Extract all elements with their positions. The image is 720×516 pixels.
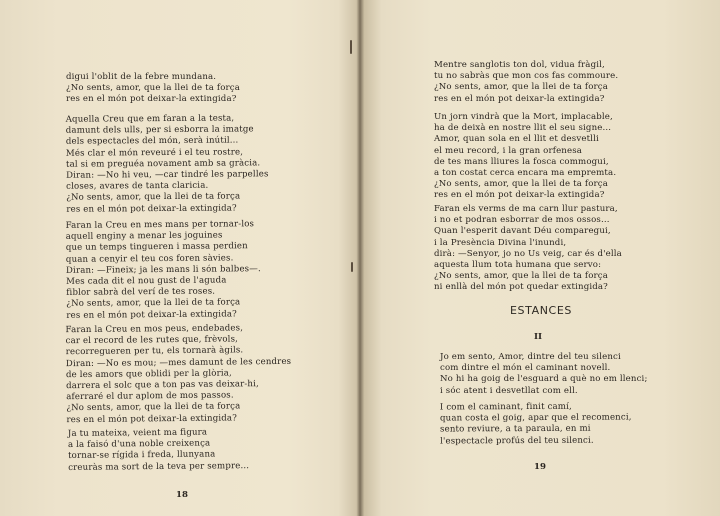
verse-line: darrera el solc que a ton pas vas deixar-hi, xyxy=(66,379,259,392)
verse-line: ni enllà del món pot quedar extingida? xyxy=(434,282,608,293)
verse-line: Diran: —Fineix; ja les mans li són balbes—. xyxy=(65,263,261,276)
stanza xyxy=(66,113,269,215)
verse-line: Un jorn vindrà que la Mort, implacable, xyxy=(434,112,613,122)
stanza xyxy=(440,401,632,447)
verse-line: Faran la Creu en mes mans per tornar-los xyxy=(65,219,255,231)
verse-line: ¿No sents, amor, que la llei de ta força xyxy=(434,82,609,93)
verse-line: de les amors que oblidi per la glòria, xyxy=(65,368,232,380)
verse-line: creuràs ma sort de la teva per sempre... xyxy=(68,460,250,473)
stanza xyxy=(66,219,262,322)
verse-line: de tes mans lliures la fosca commogui, xyxy=(434,156,609,167)
verse-line: aquell enginy a menar les joguines xyxy=(65,230,223,243)
verse-line: res en el món pot deixar-la extingida? xyxy=(434,190,605,201)
section-title: ESTANCES xyxy=(510,304,572,317)
verse-line: aferraré el dur aplom de mos passos. xyxy=(66,390,234,403)
right-page xyxy=(362,0,720,516)
verse-line: ¿No sents, amor, que la llei de ta força xyxy=(66,83,241,94)
verse-line: I com el caminant, finit camí, xyxy=(439,401,572,413)
verse-line: Faran els verms de ma carn llur pastura, xyxy=(434,204,618,214)
verse-line: com dintre el món el caminant novell. xyxy=(440,363,611,374)
verse-line: fiblor sabrà del verí de tes roses. xyxy=(66,286,216,299)
verse-line: a la faisó d'una noble creixença xyxy=(67,438,211,451)
verse-line: Quan l'esperit davant Déu comparegui, xyxy=(434,226,611,237)
verse-line: car el record de les rutes que, frèvols, xyxy=(65,334,239,347)
verse-line: recorregueren per tu, els tornarà àgils. xyxy=(65,345,244,358)
verse-line: Jo em sento, Amor, dintre del teu silenci xyxy=(440,352,621,362)
stanza xyxy=(440,352,648,397)
verse-line: Ja tu mateixa, veient ma figura xyxy=(67,427,208,439)
verse-line: closes, avares de tanta claricia. xyxy=(66,180,209,192)
stanza xyxy=(434,204,622,294)
verse-line: quan a cenyir el teu cos foren sàvies. xyxy=(65,252,234,265)
verse-line: res en el món pot deixar-la extingida? xyxy=(66,413,237,425)
binding-mark xyxy=(350,40,352,54)
verse-line: res en el món pot deixar-la extingida? xyxy=(66,308,237,321)
verse-line: No hi ha goig de l'esguard a què no em llenci; xyxy=(440,374,648,385)
verse-line: Faran la Creu en mos peus, endebades, xyxy=(65,323,244,336)
verse-line: sento reviure, a ta paraula, en mi xyxy=(440,424,591,435)
verse-line: tal si em preguéa novament amb sa gràcia. xyxy=(65,158,261,170)
verse-line: Més clar el món reveuré i el teu rostre, xyxy=(65,147,244,159)
page-number: 18 xyxy=(176,490,188,500)
stanza xyxy=(68,427,249,474)
stanza xyxy=(66,72,240,106)
verse-line: res en el món pot deixar-la extingida? xyxy=(66,94,237,105)
stanza xyxy=(65,323,291,426)
verse-line: ¿No sents, amor, que la llei de ta força xyxy=(434,179,609,190)
section-numeral: II xyxy=(534,332,543,342)
verse-line: digui l'oblit de la febre mundana. xyxy=(66,72,217,82)
verse-line: Aquella Creu que em faran a la testa, xyxy=(65,113,235,125)
verse-line: Diran: —No hi veu, —car tindré les parpelles xyxy=(66,169,269,181)
verse-line: ¿No sents, amor, que la llei de ta força xyxy=(66,297,241,310)
verse-line: tu no sabràs que mon cos fas commoure. xyxy=(434,71,619,82)
verse-line: i sóc atent i desvetllat com ell. xyxy=(440,385,578,396)
verse-line: ¿No sents, amor, que la llei de ta força xyxy=(66,401,241,414)
verse-line: i no et podran esborrar de mos ossos... xyxy=(434,215,610,226)
verse-line: a ton costat cerca encara ma empremta. xyxy=(434,168,617,179)
verse-line: ¿No sents, amor, que la llei de ta força xyxy=(434,271,609,282)
verse-line: res en el món pot deixar-la extingida? xyxy=(66,203,237,215)
verse-line: el meu record, i la gran orfenesa xyxy=(434,145,583,156)
verse-line: i la Presència Divina l'inundi, xyxy=(434,237,567,248)
page-number: 19 xyxy=(534,462,546,472)
verse-line: dirà: —Senyor, jo no Us veig, car és d'ella xyxy=(434,248,622,259)
verse-line: tornar-se rígida i freda, llunyana xyxy=(68,449,216,462)
verse-line: Mes cada dit el nou gust de l'aguda xyxy=(66,275,227,287)
verse-line: ha de deixà en nostre llit el seu signe... xyxy=(434,123,612,134)
left-page xyxy=(0,0,358,516)
verse-line: Diran: —No es mou; —mes damunt de les cendres xyxy=(65,356,292,369)
verse-line: ¿No sents, amor, que la llei de ta força xyxy=(66,191,241,204)
verse-line: dels espectacles del món, serà inútil... xyxy=(65,135,239,148)
verse-line: Mentre sanglotis ton dol, vidua fràgil, xyxy=(434,60,605,70)
verse-line: aquesta llum tota humana que servo: xyxy=(434,260,602,271)
binding-mark xyxy=(351,262,353,272)
verse-line: que un temps tingueren i massa perdien xyxy=(65,241,248,254)
verse-line: Amor, quan sola en el llit et desvetlli xyxy=(434,134,599,145)
verse-line: l'espectacle profús del teu silenci. xyxy=(440,435,594,447)
verse-line: damunt dels ulls, per si esborra la imatge xyxy=(65,124,254,136)
verse-line: res en el món pot deixar-la extingida? xyxy=(434,93,605,104)
stanza xyxy=(434,112,616,202)
verse-line: quan costa el goig, apar que el recomenci, xyxy=(439,412,632,424)
stanza xyxy=(434,60,618,105)
